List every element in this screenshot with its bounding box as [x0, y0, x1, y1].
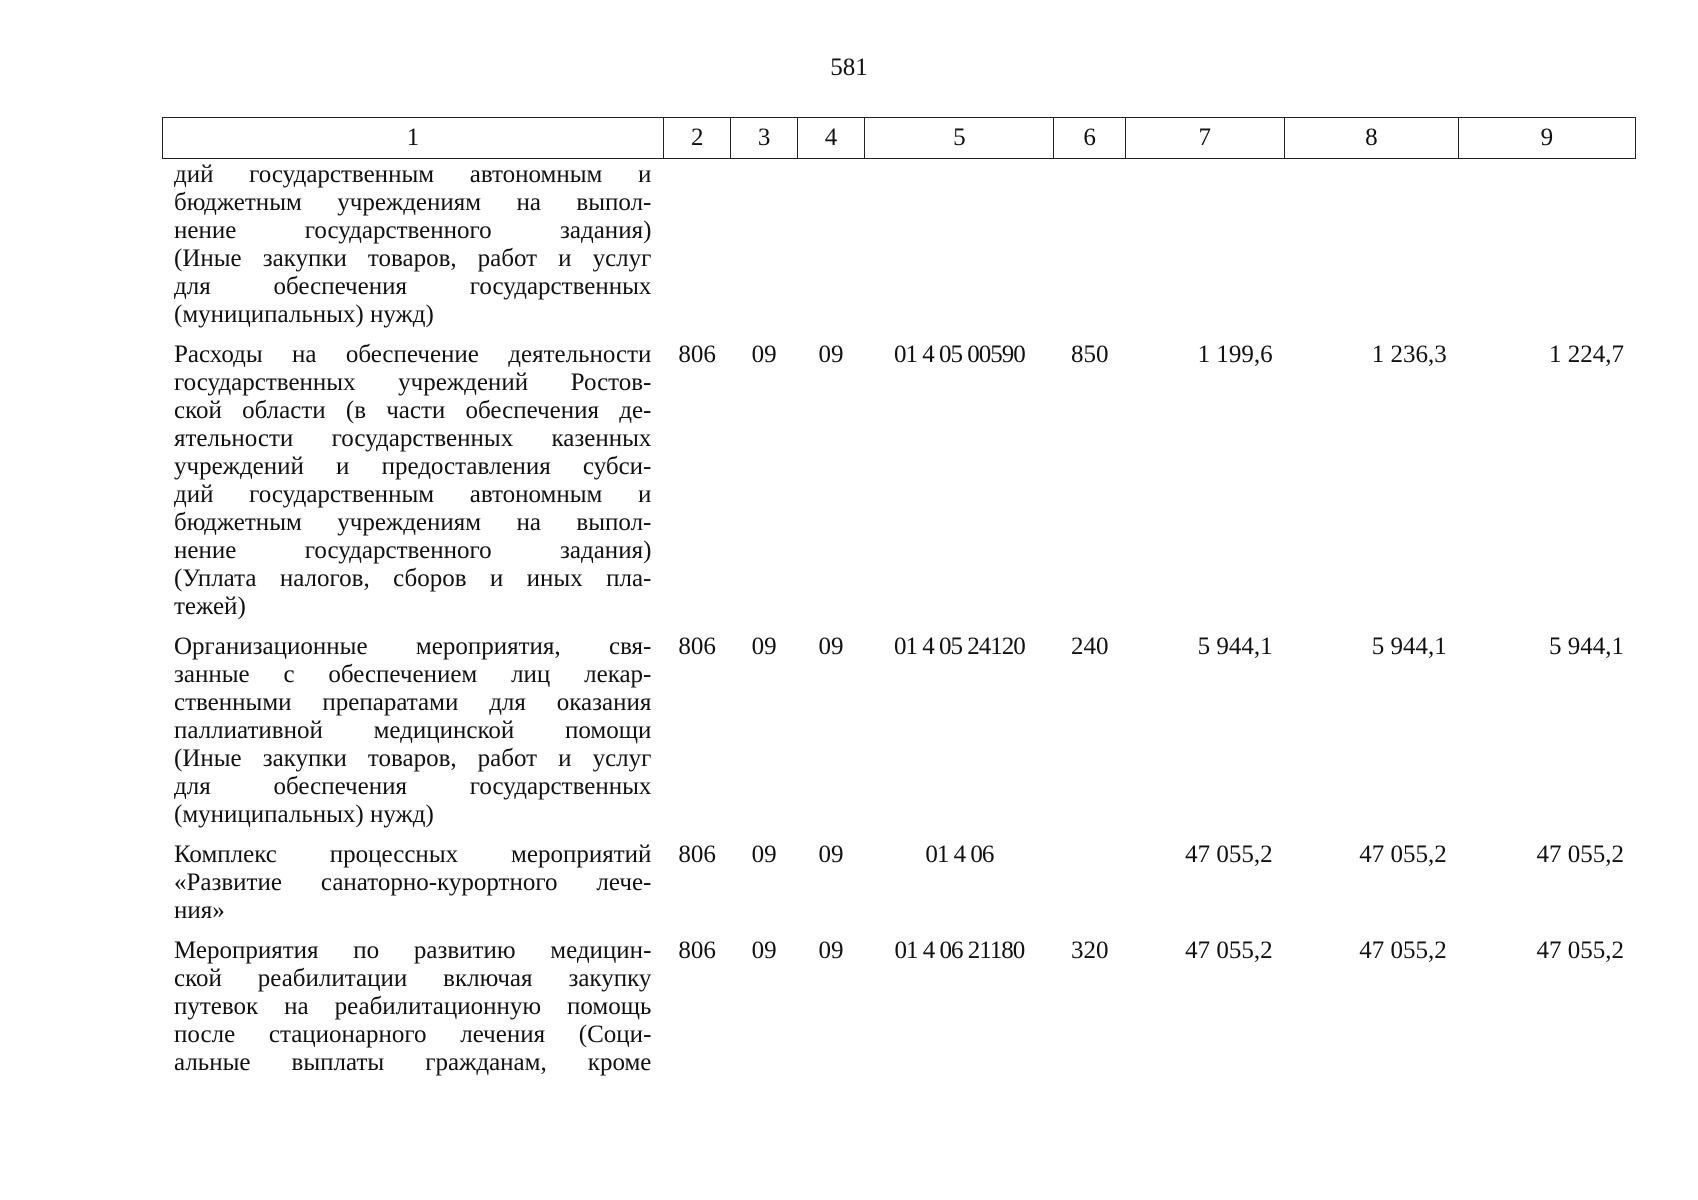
row-description	[162, 329, 663, 621]
cell-expense-type	[1054, 161, 1125, 329]
description-line: учреждений и предоставления субси-	[174, 453, 652, 480]
cell-department-code: 806	[678, 937, 716, 964]
description-line-last: ния»	[174, 897, 225, 924]
cell-target-article	[865, 161, 1054, 329]
table-body	[162, 161, 1636, 1077]
description-line: после стационарного лечения (Соци-	[174, 1021, 652, 1048]
cell-expense-type	[1054, 829, 1125, 925]
column-number-header	[162, 117, 1636, 159]
cell-target-article: 01 4 06	[925, 841, 994, 868]
cell-department-code: 806	[678, 841, 716, 868]
budget-table	[162, 161, 1636, 1077]
cell-expense-type: 850	[1071, 341, 1109, 368]
description-line: для обеспечения государственных	[174, 773, 652, 800]
row-description	[162, 161, 663, 329]
cell-department-code: 806	[678, 341, 716, 368]
cell-target-article: 01 4 06 21180	[894, 937, 1025, 964]
cell-subsection: 09	[818, 937, 844, 964]
cell-subsection	[797, 161, 864, 329]
cell-amount-year-1: 47 055,2	[1185, 841, 1273, 868]
description-line: нение государственного задания)	[174, 537, 652, 564]
cell-amount-year-2: 1 236,3	[1371, 341, 1447, 368]
description-line: государственных учреждений Ростов-	[174, 369, 652, 396]
cell-section: 09	[751, 341, 777, 368]
description-line: паллиативной медицинской помощи	[174, 717, 652, 744]
table-row	[162, 829, 1636, 925]
cell-expense-type: 320	[1071, 937, 1109, 964]
cell-amount-year-3: 47 055,2	[1536, 937, 1624, 964]
description-line: нение государственного задания)	[174, 217, 652, 244]
header-col-3: 3	[731, 118, 797, 159]
header-col-9: 9	[1458, 118, 1635, 159]
cell-subsection: 09	[818, 341, 844, 368]
description-line: (Иные закупки товаров, работ и услуг	[174, 745, 652, 772]
cell-department-code: 806	[678, 633, 716, 660]
description-line: (Иные закупки товаров, работ и услуг	[174, 245, 652, 272]
page-number: 581	[830, 54, 868, 81]
cell-target-article: 01 4 05 00590	[894, 341, 1025, 368]
header-col-8: 8	[1284, 118, 1458, 159]
description-line: Комплекс процессных мероприятий	[174, 841, 652, 868]
description-line: дий государственным автономным и	[174, 161, 652, 188]
cell-section: 09	[751, 841, 777, 868]
description-line: бюджетным учреждениям на выпол-	[174, 509, 652, 536]
table-row	[162, 925, 1636, 1077]
cell-target-article: 01 4 05 24120	[894, 633, 1025, 660]
description-line: для обеспечения государственных	[174, 273, 652, 300]
description-line: ской области (в части обеспечения де-	[174, 397, 652, 424]
description-line: ятельности государственных казенных	[174, 425, 652, 452]
cell-amount-year-2: 5 944,1	[1371, 633, 1447, 660]
description-line: занные с обеспечением лиц лекар-	[174, 661, 652, 688]
row-description	[162, 621, 663, 829]
header-col-7: 7	[1125, 118, 1284, 159]
table-row	[162, 161, 1636, 329]
cell-amount-year-1: 47 055,2	[1185, 937, 1273, 964]
description-line-last: (муниципальных) нужд)	[174, 301, 434, 328]
cell-amount-year-1	[1126, 161, 1285, 329]
description-line: (Уплата налогов, сборов и иных пла-	[174, 565, 652, 592]
description-line: Организационные мероприятия, свя-	[174, 633, 652, 660]
cell-amount-year-3: 5 944,1	[1549, 633, 1624, 660]
cell-amount-year-1: 5 944,1	[1197, 633, 1273, 660]
description-line: Расходы на обеспечение деятельности	[174, 341, 652, 368]
cell-section: 09	[751, 937, 777, 964]
cell-subsection: 09	[818, 633, 844, 660]
description-line-last: (муниципальных) нужд)	[174, 801, 434, 828]
description-line: Мероприятия по развитию медицин-	[174, 937, 652, 964]
cell-amount-year-2	[1285, 161, 1459, 329]
description-line: ственными препаратами для оказания	[174, 689, 652, 716]
header-col-5: 5	[865, 118, 1054, 159]
cell-amount-year-3: 1 224,7	[1549, 341, 1624, 368]
cell-subsection: 09	[818, 841, 844, 868]
header-col-1: 1	[163, 118, 664, 159]
cell-amount-year-2: 47 055,2	[1359, 937, 1447, 964]
description-line-last: тежей)	[174, 593, 246, 620]
cell-amount-year-2: 47 055,2	[1359, 841, 1447, 868]
header-col-2: 2	[664, 118, 731, 159]
cell-amount-year-1: 1 199,6	[1197, 341, 1273, 368]
description-line: бюджетным учреждениям на выпол-	[174, 189, 652, 216]
table-row	[162, 621, 1636, 829]
cell-amount-year-3	[1459, 161, 1636, 329]
header-col-4: 4	[797, 118, 864, 159]
description-line: альные выплаты гражданам, кроме	[174, 1049, 652, 1076]
description-line: «Развитие санаторно-курортного лече-	[174, 869, 652, 896]
description-line: дий государственным автономным и	[174, 481, 652, 508]
row-description	[162, 829, 663, 925]
cell-expense-type: 240	[1071, 633, 1109, 660]
row-description	[162, 925, 663, 1077]
description-line: ской реабилитации включая закупку	[174, 965, 652, 992]
header-col-6: 6	[1054, 118, 1125, 159]
cell-department-code	[663, 161, 730, 329]
cell-section: 09	[751, 633, 777, 660]
cell-section	[731, 161, 797, 329]
cell-amount-year-3: 47 055,2	[1536, 841, 1624, 868]
description-line: путевок на реабилитационную помощь	[174, 993, 652, 1020]
table-row	[162, 329, 1636, 621]
